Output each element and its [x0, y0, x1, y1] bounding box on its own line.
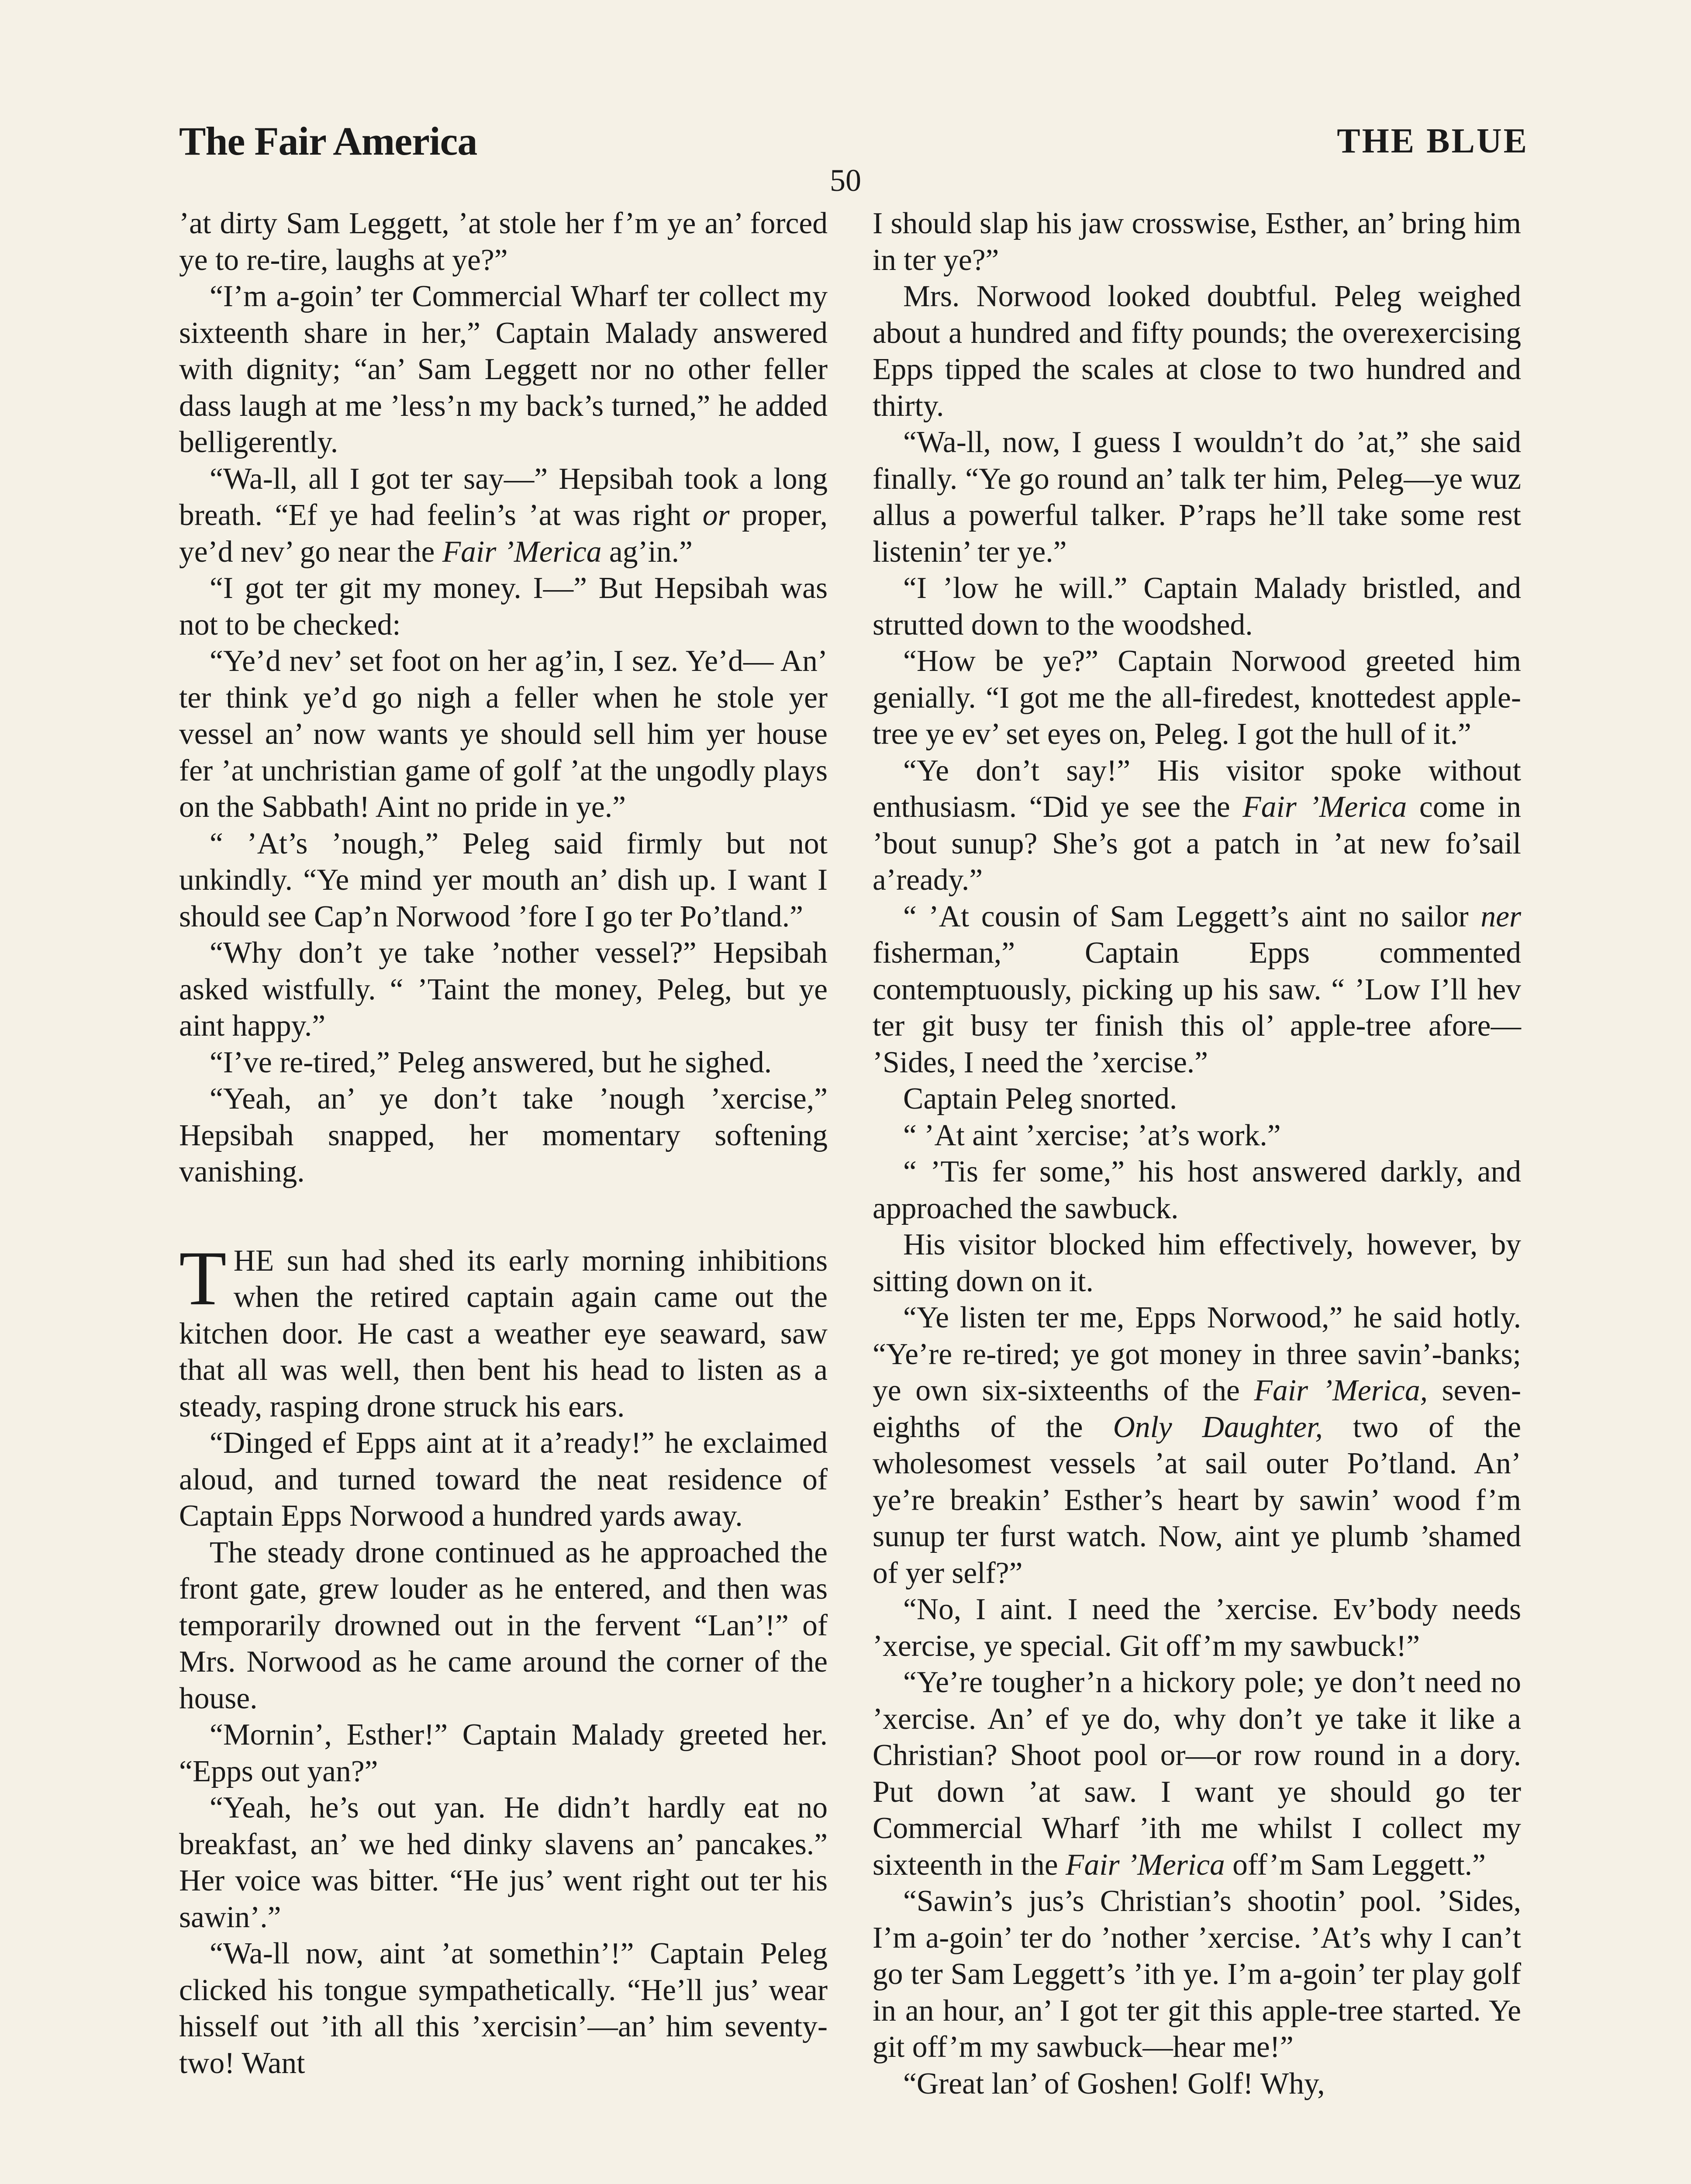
paragraph: Mrs. Norwood looked doubtful. Peleg weighed about a hundred and fifty pounds; the overexercising Epps tipped the scales at close to two hundred and thirty. [873, 280, 1521, 423]
paragraph: “ ’At cousin of Sam Leggett’s aint no sailor ner fisherman,” Captain Epps commented contemptuously, picking up his saw. “ ’Low I’ll hev ter git busy ter finish this ol’ apple-tree afore— ’Sides, I need the ’xercise.” [873, 899, 1521, 1079]
paragraph: “Ye’d nev’ set foot on her ag’in, I sez. Ye’d— An’ ter think ye’d go nigh a feller when he stole yer vessel an’ now wants ye should sell him yer house fer ’at unchristian game of golf ’at the ungodly plays on the Sabbath! Aint no pride in ye.” [179, 644, 828, 824]
paragraph: “Yeah, an’ ye don’t take ’nough ’xercise,” Hepsibah snapped, her momentary softening vanishing. [179, 1082, 828, 1189]
paragraph: “ ’At’s ’nough,” Peleg said firmly but not unkindly. “Ye mind yer mouth an’ dish up. I want I should see Cap’n Norwood ’fore I go ter Po’tland.” [179, 826, 828, 933]
paragraph: “I’ve re-tired,” Peleg answered, but he sighed. [210, 1045, 772, 1079]
paragraph: I should slap his jaw crosswise, Esther, an’ bring him in ter ye?” [873, 207, 1521, 277]
paragraph: “Sawin’s jus’s Christian’s shootin’ pool. ’Sides, I’m a-goin’ ter do ’nother ’xercise. ’At’s why I can’t go ter Sam Leggett’s ’ith ye. I’m a-goin’ ter play golf in an hour, an’ I got ter git this apple-tree started. Ye git off’m my sawbuck—hear me!” [873, 1884, 1521, 2064]
paragraph: “Great lan’ of Goshen! Golf! Why, [903, 2067, 1325, 2101]
paragraph: “How be ye?” Captain Norwood greeted him genially. “I got me the all-firedest, knottedest apple-tree ye ev’ set eyes on, Peleg. I got the hull of it.” [873, 644, 1521, 751]
paragraph: “Mornin’, Esther!” Captain Malady greeted her. “Epps out yan?” [179, 1718, 828, 1788]
paragraph: Captain Peleg snorted. [903, 1082, 1177, 1116]
paragraph: “Yeah, he’s out yan. He didn’t hardly eat no breakfast, an’ we hed dinky slavens an’ pancakes.” Her voice was bitter. “He jus’ went right out ter his sawin’.” [179, 1791, 828, 1934]
paragraph: “I ’low he will.” Captain Malady bristled, and strutted down to the woodshed. [873, 571, 1521, 642]
paragraph: “Wa-ll now, aint ’at somethin’!” Captain Peleg clicked his tongue sympathetically. “He’ll jus’ wear hisself out ’ith all this ’xercisin’—an’ him seventy-two! Want [179, 1937, 828, 2080]
page-number: 50 [830, 163, 861, 198]
paragraph: “ ’Tis fer some,” his host answered darkly, and approached the sawbuck. [873, 1155, 1521, 1225]
paragraph: ’at dirty Sam Leggett, ’at stole her f’m ye an’ forced ye to re-tire, laughs at ye?” [179, 207, 828, 277]
paragraph: “Ye don’t say!” His visitor spoke without enthusiasm. “Did ye see the Fair ’Merica come in ’bout sunup? She’s got a patch in ’at new fo’sail a’ready.” [873, 753, 1521, 897]
paragraph: “Dinged ef Epps aint at it a’ready!” he exclaimed aloud, and turned toward the neat residence of Captain Epps Norwood a hundred yards away. [179, 1426, 828, 1533]
section-break [179, 1190, 828, 1243]
paragraph: “I’m a-goin’ ter Commercial Wharf ter collect my sixteenth share in her,” Captain Malady answered with dignity; “an’ Sam Leggett nor no other feller dass laugh at me ’less’n my back’s turned,” he added belligerently. [179, 280, 828, 459]
story-title: The Fair America [179, 119, 477, 163]
magazine-title: THE BLUE [1337, 122, 1529, 160]
paragraph: “Wa-ll, now, I guess I wouldn’t do ’at,” she said finally. “Ye go round an’ talk ter him, Peleg—ye wuz allus a powerful talker. P’raps he’ll take some rest listenin’ ter ye.” [873, 425, 1521, 569]
paragraph: “Ye listen ter me, Epps Norwood,” he said hotly. “Ye’re re-tired; ye got money in three savin’-banks; ye own six-sixteenths of the Fair ’Merica, seven-eighths of the Only Daughter, two of the wholesomest vessels ’at sail outer Po’tland. An’ ye’re breakin’ Esther’s heart by sawin’ wood f’m sunup ter furst watch. Now, aint ye plumb ’shamed of yer self?” [873, 1301, 1521, 1590]
paragraph: The steady drone continued as he approached the front gate, grew louder as he entered, and then was temporarily drowned out in the fervent “Lan’!” of Mrs. Norwood as he came around the corner of the house. [179, 1535, 828, 1715]
paragraph: “No, I aint. I need the ’xercise. Ev’body needs ’xercise, ye special. Git off’m my sawbuck!” [873, 1593, 1521, 1663]
right-column [873, 205, 1521, 2102]
paragraph: “Why don’t ye take ’nother vessel?” Hepsibah asked wistfully. “ ’Taint the money, Peleg, but ye aint happy.” [179, 936, 828, 1043]
paragraph: “I got ter git my money. I—” But Hepsibah was not to be checked: [179, 571, 828, 642]
paragraph: THE sun had shed its early morning inhibitions when the retired captain again came out the kitchen door. He cast a weather eye seaward, saw that all was well, then bent his head to listen as a steady, rasping drone struck his ears. [179, 1234, 828, 1424]
left-column [179, 205, 828, 2081]
paragraph: “Wa-ll, all I got ter say—” Hepsibah took a long breath. “Ef ye had feelin’s ’at was right or proper, ye’d nev’ go near the Fair ’Merica ag’in.” [179, 462, 828, 569]
paragraph: “ ’At aint ’xercise; ’at’s work.” [903, 1118, 1281, 1152]
paragraph: “Ye’re tougher’n a hickory pole; ye don’t need no ’xercise. An’ ef ye do, why don’t ye take it like a Christian? Shoot pool or—or row round in a dory. Put down ’at saw. I want ye should go ter Commercial Wharf ’ith me whilst I collect my sixteenth in the Fair ’Merica off’m Sam Leggett.” [873, 1666, 1521, 1882]
drop-cap: T [179, 1234, 227, 1321]
paragraph: His visitor blocked him effectively, however, by sitting down on it. [873, 1228, 1521, 1298]
